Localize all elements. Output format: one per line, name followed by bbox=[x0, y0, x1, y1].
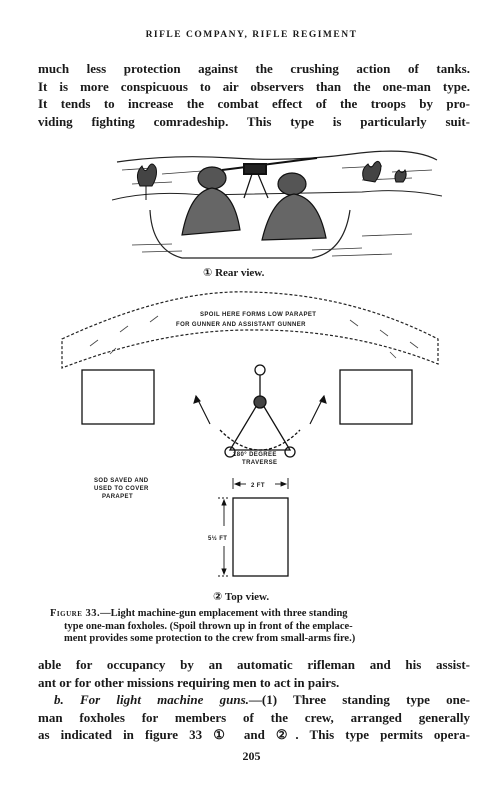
sod-note-line-1: SOD SAVED AND bbox=[94, 478, 149, 484]
center-foxhole bbox=[233, 498, 288, 576]
subsection-text: —(1) Three standing type one- bbox=[248, 692, 470, 707]
depth-dimension-label: 5½ FT bbox=[208, 536, 228, 542]
traverse-line-2: TRAVERSE bbox=[242, 460, 278, 466]
running-header: RIFLE COMPANY, RIFLE REGIMENT bbox=[145, 30, 358, 40]
left-foxhole bbox=[82, 370, 154, 424]
width-dimension-label: 2 FT bbox=[251, 483, 265, 489]
bottom-paragraph-line-5: as indicated in figure 33 ① and ②. This type permits opera- bbox=[38, 727, 470, 742]
rear-view-label: Rear view. bbox=[215, 267, 265, 279]
page-number: 205 bbox=[242, 749, 261, 763]
rear-view-illustration bbox=[112, 140, 442, 268]
right-foxhole bbox=[340, 370, 412, 424]
traverse-line-1: 180° DEGREE bbox=[233, 452, 277, 458]
figure-caption-label: Figure 33. bbox=[50, 608, 101, 619]
figure-caption-line-1: —Light machine-gun emplacement with three standing bbox=[100, 608, 348, 619]
spoil-parapet bbox=[62, 292, 438, 368]
gunner-figure bbox=[182, 167, 240, 235]
top-view-number: ② bbox=[213, 590, 223, 603]
spoil-note-line-2: FOR GUNNER AND ASSISTANT GUNNER bbox=[176, 322, 306, 328]
top-paragraph-line-1: much less protection against the crushing action of tanks. bbox=[38, 61, 470, 76]
top-paragraph-line-3: It tends to increase the combat effect of the troops by pro- bbox=[38, 96, 470, 111]
sod-note-line-3: PARAPET bbox=[102, 494, 134, 500]
top-paragraph bbox=[38, 60, 470, 130]
assistant-figure bbox=[262, 173, 326, 240]
rear-view-number: ① bbox=[203, 266, 213, 279]
top-view-label: Top view. bbox=[224, 591, 270, 603]
top-view-diagram bbox=[50, 284, 450, 594]
figure-caption-line-3: ment provides some protection to the crew from small-arms fire.) bbox=[64, 633, 356, 644]
gun-tripod bbox=[220, 365, 300, 457]
top-paragraph-line-4: viding fighting comradeship. This type is particularly suit- bbox=[38, 113, 470, 129]
top-view-caption bbox=[213, 590, 269, 603]
subsection-heading: b. For light machine guns. bbox=[54, 692, 249, 707]
bottom-paragraph bbox=[38, 656, 470, 744]
figure-caption-line-2: type one-man foxholes. (Spoil thrown up in front of the emplace- bbox=[64, 620, 353, 632]
bottom-paragraph-line-4: man foxholes for members of the crew, arranged generally bbox=[38, 709, 470, 725]
figure-caption bbox=[50, 608, 460, 646]
sod-note-line-2: USED TO COVER bbox=[94, 486, 149, 492]
spoil-note-line-1: SPOIL HERE FORMS LOW PARAPET bbox=[200, 312, 317, 318]
bottom-paragraph-line-3 bbox=[38, 691, 470, 709]
bottom-paragraph-line-1: able for occupancy by an automatic rifleman and his assist- bbox=[38, 657, 470, 672]
top-paragraph-line-2: It is more conspicuous to air observers than the one-man type. bbox=[38, 78, 470, 94]
bottom-paragraph-line-2: ant or for other missions requiring men to act in pairs. bbox=[38, 674, 340, 690]
rear-view-caption bbox=[203, 266, 264, 279]
